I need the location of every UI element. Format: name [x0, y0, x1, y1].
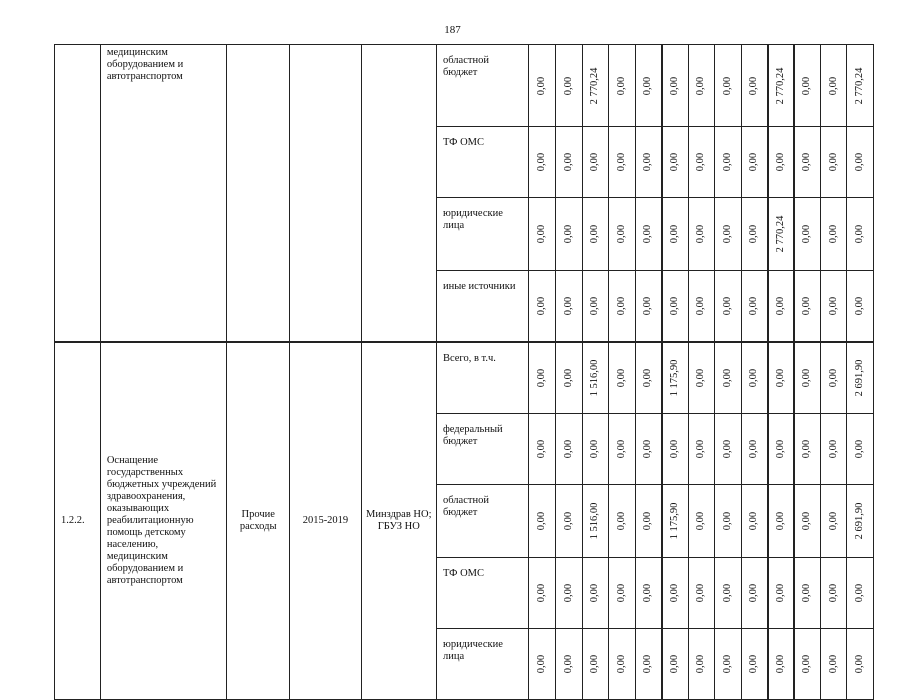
- value-cell: [662, 485, 688, 558]
- value-cell: [741, 342, 767, 414]
- value-text: 0,00: [721, 368, 733, 388]
- value-text: 0,00: [827, 76, 839, 95]
- value-cell: [768, 629, 794, 700]
- value-cell: [609, 558, 635, 629]
- value-cell: [528, 558, 556, 629]
- value-cell: [635, 198, 661, 271]
- value-text: 0,00: [854, 439, 866, 459]
- value-text: 0,00: [535, 152, 547, 172]
- value-text: 0,00: [589, 224, 601, 244]
- value-text: 0,00: [827, 224, 839, 244]
- value-cell: [715, 198, 741, 271]
- value-text: 1 516,00: [589, 359, 601, 397]
- value-cell: [582, 45, 608, 127]
- value-text: 0,00: [748, 439, 760, 459]
- value-cell: [556, 45, 582, 127]
- value-text: 2 691,90: [854, 359, 866, 397]
- value-text: 0,00: [669, 583, 681, 603]
- value-cell: [635, 45, 661, 127]
- value-cell: [847, 485, 874, 558]
- value-cell: [847, 629, 874, 700]
- value-text: 0,00: [854, 583, 866, 603]
- value-cell: [556, 198, 582, 271]
- value-cell: [768, 271, 794, 343]
- value-cell: [688, 414, 714, 485]
- value-cell: [820, 414, 846, 485]
- value-cell: [528, 127, 556, 198]
- value-text: 0,00: [774, 152, 786, 172]
- value-text: 0,00: [642, 76, 654, 95]
- value-cell: [528, 271, 556, 343]
- value-cell: [635, 558, 661, 629]
- value-cell: [715, 127, 741, 198]
- value-text: 0,00: [589, 654, 601, 674]
- value-text: 0,00: [535, 368, 547, 388]
- value-text: 0,00: [854, 152, 866, 172]
- value-text: 0,00: [854, 296, 866, 316]
- value-text: 0,00: [695, 654, 707, 674]
- value-text: 0,00: [535, 76, 547, 95]
- value-cell: [662, 198, 688, 271]
- value-cell: [556, 485, 582, 558]
- value-cell: [768, 558, 794, 629]
- value-cell: [662, 414, 688, 485]
- value-cell: [794, 558, 820, 629]
- value-text: 0,00: [801, 76, 813, 95]
- value-text: 1 175,90: [669, 502, 681, 540]
- value-text: 0,00: [562, 654, 574, 674]
- value-text: 0,00: [615, 76, 627, 95]
- value-text: 0,00: [535, 511, 547, 531]
- table-body: [55, 45, 874, 700]
- value-cell: [820, 485, 846, 558]
- period-cell: 2015-2019: [290, 342, 361, 700]
- expense-type-cell: Прочие расходы: [227, 342, 290, 700]
- value-text: 0,00: [642, 224, 654, 244]
- value-cell: [820, 629, 846, 700]
- value-cell: [847, 414, 874, 485]
- value-cell: [528, 485, 556, 558]
- value-text: 0,00: [827, 583, 839, 603]
- measure-name-cell: Оснащение государственных бюджетных учреждений здравоохранения, оказывающих реабилитационную помощь детскому населению, медицинским оборудованием и автотранспортом: [100, 342, 226, 700]
- value-cell: [609, 629, 635, 700]
- value-cell: [741, 45, 767, 127]
- value-cell: [794, 198, 820, 271]
- value-text: 0,00: [535, 296, 547, 316]
- value-cell: [635, 629, 661, 700]
- source-cell: иные источники: [436, 271, 528, 343]
- value-cell: [688, 127, 714, 198]
- table-row: [55, 45, 874, 127]
- value-cell: [609, 342, 635, 414]
- value-text: 0,00: [774, 511, 786, 531]
- source-cell: областной бюджет: [436, 45, 528, 127]
- value-cell: [715, 342, 741, 414]
- value-text: 0,00: [589, 439, 601, 459]
- table-row: [55, 342, 874, 414]
- value-cell: [528, 414, 556, 485]
- value-cell: [794, 271, 820, 343]
- value-text: 1 516,00: [589, 502, 601, 540]
- value-text: 0,00: [854, 654, 866, 674]
- value-cell: [794, 485, 820, 558]
- value-cell: [556, 414, 582, 485]
- value-cell: [635, 414, 661, 485]
- value-cell: [662, 45, 688, 127]
- value-cell: [820, 342, 846, 414]
- value-cell: [662, 629, 688, 700]
- value-text: 0,00: [801, 583, 813, 603]
- value-cell: [794, 45, 820, 127]
- value-cell: [609, 271, 635, 343]
- value-cell: [556, 558, 582, 629]
- value-cell: [768, 485, 794, 558]
- value-text: 0,00: [642, 439, 654, 459]
- value-cell: [715, 558, 741, 629]
- value-cell: [688, 198, 714, 271]
- value-text: 0,00: [748, 511, 760, 531]
- value-text: 0,00: [695, 296, 707, 316]
- executor-cell: Минздрав НО; ГБУЗ НО: [361, 342, 436, 700]
- value-cell: [820, 271, 846, 343]
- value-cell: [715, 629, 741, 700]
- value-text: 0,00: [695, 224, 707, 244]
- value-cell: [528, 198, 556, 271]
- value-cell: [688, 485, 714, 558]
- value-text: 0,00: [721, 296, 733, 316]
- value-text: 0,00: [801, 368, 813, 388]
- value-text: 0,00: [801, 511, 813, 531]
- value-text: 0,00: [801, 224, 813, 244]
- expense-type-cell-empty: [227, 45, 290, 343]
- source-cell: ТФ ОМС: [436, 127, 528, 198]
- value-text: 0,00: [774, 296, 786, 316]
- value-text: 0,00: [642, 152, 654, 172]
- value-cell: [688, 558, 714, 629]
- value-cell: [635, 127, 661, 198]
- value-text: 0,00: [827, 439, 839, 459]
- value-text: 0,00: [721, 76, 733, 95]
- value-text: 0,00: [721, 439, 733, 459]
- value-text: 0,00: [827, 296, 839, 316]
- value-cell: [847, 45, 874, 127]
- value-text: 0,00: [854, 224, 866, 244]
- value-cell: [715, 414, 741, 485]
- value-text: 0,00: [827, 368, 839, 388]
- value-cell: [662, 342, 688, 414]
- value-cell: [820, 127, 846, 198]
- value-cell: [582, 629, 608, 700]
- value-text: 0,00: [721, 654, 733, 674]
- value-cell: [847, 558, 874, 629]
- value-text: 0,00: [695, 76, 707, 95]
- value-text: 0,00: [748, 296, 760, 316]
- source-cell: ТФ ОМС: [436, 558, 528, 629]
- value-text: 0,00: [695, 511, 707, 531]
- value-cell: [741, 198, 767, 271]
- value-text: 0,00: [827, 654, 839, 674]
- value-cell: [662, 558, 688, 629]
- value-text: 0,00: [562, 583, 574, 603]
- value-cell: [741, 271, 767, 343]
- value-cell: [715, 45, 741, 127]
- source-cell: Всего, в т.ч.: [436, 342, 528, 414]
- value-cell: [688, 342, 714, 414]
- value-cell: [556, 127, 582, 198]
- value-text: 1 175,90: [669, 359, 681, 397]
- value-text: 2 770,24: [589, 67, 601, 104]
- value-cell: [847, 271, 874, 343]
- value-text: 0,00: [615, 296, 627, 316]
- value-text: 0,00: [535, 583, 547, 603]
- value-text: 2 770,24: [854, 67, 866, 104]
- value-text: 0,00: [721, 583, 733, 603]
- value-cell: [609, 198, 635, 271]
- value-cell: [715, 271, 741, 343]
- value-text: 0,00: [642, 368, 654, 388]
- value-text: 0,00: [801, 296, 813, 316]
- value-cell: [715, 485, 741, 558]
- value-text: 0,00: [535, 224, 547, 244]
- value-cell: [768, 127, 794, 198]
- value-text: 0,00: [695, 583, 707, 603]
- value-cell: [635, 271, 661, 343]
- value-text: 0,00: [748, 224, 760, 244]
- value-cell: [582, 198, 608, 271]
- value-text: 0,00: [562, 296, 574, 316]
- value-text: 0,00: [669, 296, 681, 316]
- source-cell: федеральный бюджет: [436, 414, 528, 485]
- value-text: 0,00: [669, 224, 681, 244]
- executor-cell-empty: [361, 45, 436, 343]
- value-cell: [556, 271, 582, 343]
- value-cell: [635, 342, 661, 414]
- value-text: 0,00: [615, 583, 627, 603]
- value-text: 0,00: [642, 296, 654, 316]
- value-text: 0,00: [642, 654, 654, 674]
- page-number: 187: [444, 24, 461, 36]
- value-cell: [582, 558, 608, 629]
- value-text: 0,00: [535, 654, 547, 674]
- period-cell-empty: [290, 45, 361, 343]
- financing-table: [54, 44, 874, 700]
- value-cell: [741, 558, 767, 629]
- value-cell: [582, 485, 608, 558]
- value-text: 0,00: [748, 152, 760, 172]
- value-cell: [794, 629, 820, 700]
- value-cell: [794, 127, 820, 198]
- value-cell: [635, 485, 661, 558]
- value-cell: [662, 127, 688, 198]
- value-cell: [768, 198, 794, 271]
- value-cell: [528, 629, 556, 700]
- value-cell: [528, 45, 556, 127]
- value-text: 0,00: [615, 224, 627, 244]
- value-text: 0,00: [721, 224, 733, 244]
- value-text: 0,00: [615, 654, 627, 674]
- value-text: 0,00: [589, 583, 601, 603]
- value-text: 0,00: [562, 439, 574, 459]
- value-text: 0,00: [695, 439, 707, 459]
- value-text: 0,00: [748, 76, 760, 95]
- value-text: 2 770,24: [774, 67, 786, 104]
- value-cell: [556, 342, 582, 414]
- value-text: 0,00: [695, 152, 707, 172]
- value-text: 0,00: [535, 439, 547, 459]
- value-text: 0,00: [748, 368, 760, 388]
- value-text: 0,00: [562, 76, 574, 95]
- value-cell: [820, 558, 846, 629]
- value-cell: [820, 198, 846, 271]
- value-cell: [688, 271, 714, 343]
- value-text: 0,00: [801, 439, 813, 459]
- value-text: 0,00: [801, 152, 813, 172]
- value-cell: [794, 342, 820, 414]
- value-text: 0,00: [589, 296, 601, 316]
- value-text: 0,00: [774, 439, 786, 459]
- value-cell: [609, 414, 635, 485]
- value-cell: [556, 629, 582, 700]
- value-text: 0,00: [721, 511, 733, 531]
- value-text: 0,00: [774, 583, 786, 603]
- value-text: 2 770,24: [774, 215, 786, 253]
- value-cell: [741, 629, 767, 700]
- value-cell: [582, 127, 608, 198]
- value-text: 0,00: [774, 654, 786, 674]
- source-cell: юридические лица: [436, 198, 528, 271]
- value-cell: [741, 127, 767, 198]
- value-text: 0,00: [615, 439, 627, 459]
- value-text: 0,00: [669, 439, 681, 459]
- measure-number-cell: 1.2.2.: [55, 342, 101, 700]
- value-text: 0,00: [562, 511, 574, 531]
- value-text: 0,00: [774, 368, 786, 388]
- value-text: 0,00: [589, 152, 601, 172]
- value-cell: [582, 414, 608, 485]
- value-cell: [741, 485, 767, 558]
- value-cell: [528, 342, 556, 414]
- value-text: 0,00: [562, 224, 574, 244]
- value-cell: [609, 485, 635, 558]
- value-cell: [847, 342, 874, 414]
- value-text: 0,00: [562, 152, 574, 172]
- value-text: 0,00: [615, 511, 627, 531]
- value-text: 0,00: [721, 152, 733, 172]
- value-text: 0,00: [669, 654, 681, 674]
- value-text: 0,00: [615, 368, 627, 388]
- source-cell: областной бюджет: [436, 485, 528, 558]
- value-cell: [768, 414, 794, 485]
- value-cell: [768, 342, 794, 414]
- value-text: 0,00: [827, 152, 839, 172]
- source-cell: юридические лица: [436, 629, 528, 700]
- value-text: 2 691,90: [854, 502, 866, 540]
- value-text: 0,00: [827, 511, 839, 531]
- value-cell: [847, 198, 874, 271]
- value-cell: [609, 127, 635, 198]
- value-text: 0,00: [669, 76, 681, 95]
- value-text: 0,00: [562, 368, 574, 388]
- value-cell: [609, 45, 635, 127]
- value-text: 0,00: [695, 368, 707, 388]
- value-cell: [768, 45, 794, 127]
- value-cell: [847, 127, 874, 198]
- value-text: 0,00: [748, 654, 760, 674]
- value-text: 0,00: [748, 583, 760, 603]
- value-cell: [582, 271, 608, 343]
- value-text: 0,00: [669, 152, 681, 172]
- value-cell: [688, 45, 714, 127]
- value-text: 0,00: [642, 583, 654, 603]
- value-cell: [794, 414, 820, 485]
- value-cell: [741, 414, 767, 485]
- number-cell-empty: [55, 45, 101, 343]
- value-cell: [820, 45, 846, 127]
- measure-name-cell: медицинским оборудованием и автотранспортом: [100, 45, 226, 343]
- value-cell: [582, 342, 608, 414]
- value-text: 0,00: [615, 152, 627, 172]
- value-cell: [688, 629, 714, 700]
- value-text: 0,00: [801, 654, 813, 674]
- value-cell: [662, 271, 688, 343]
- value-text: 0,00: [642, 511, 654, 531]
